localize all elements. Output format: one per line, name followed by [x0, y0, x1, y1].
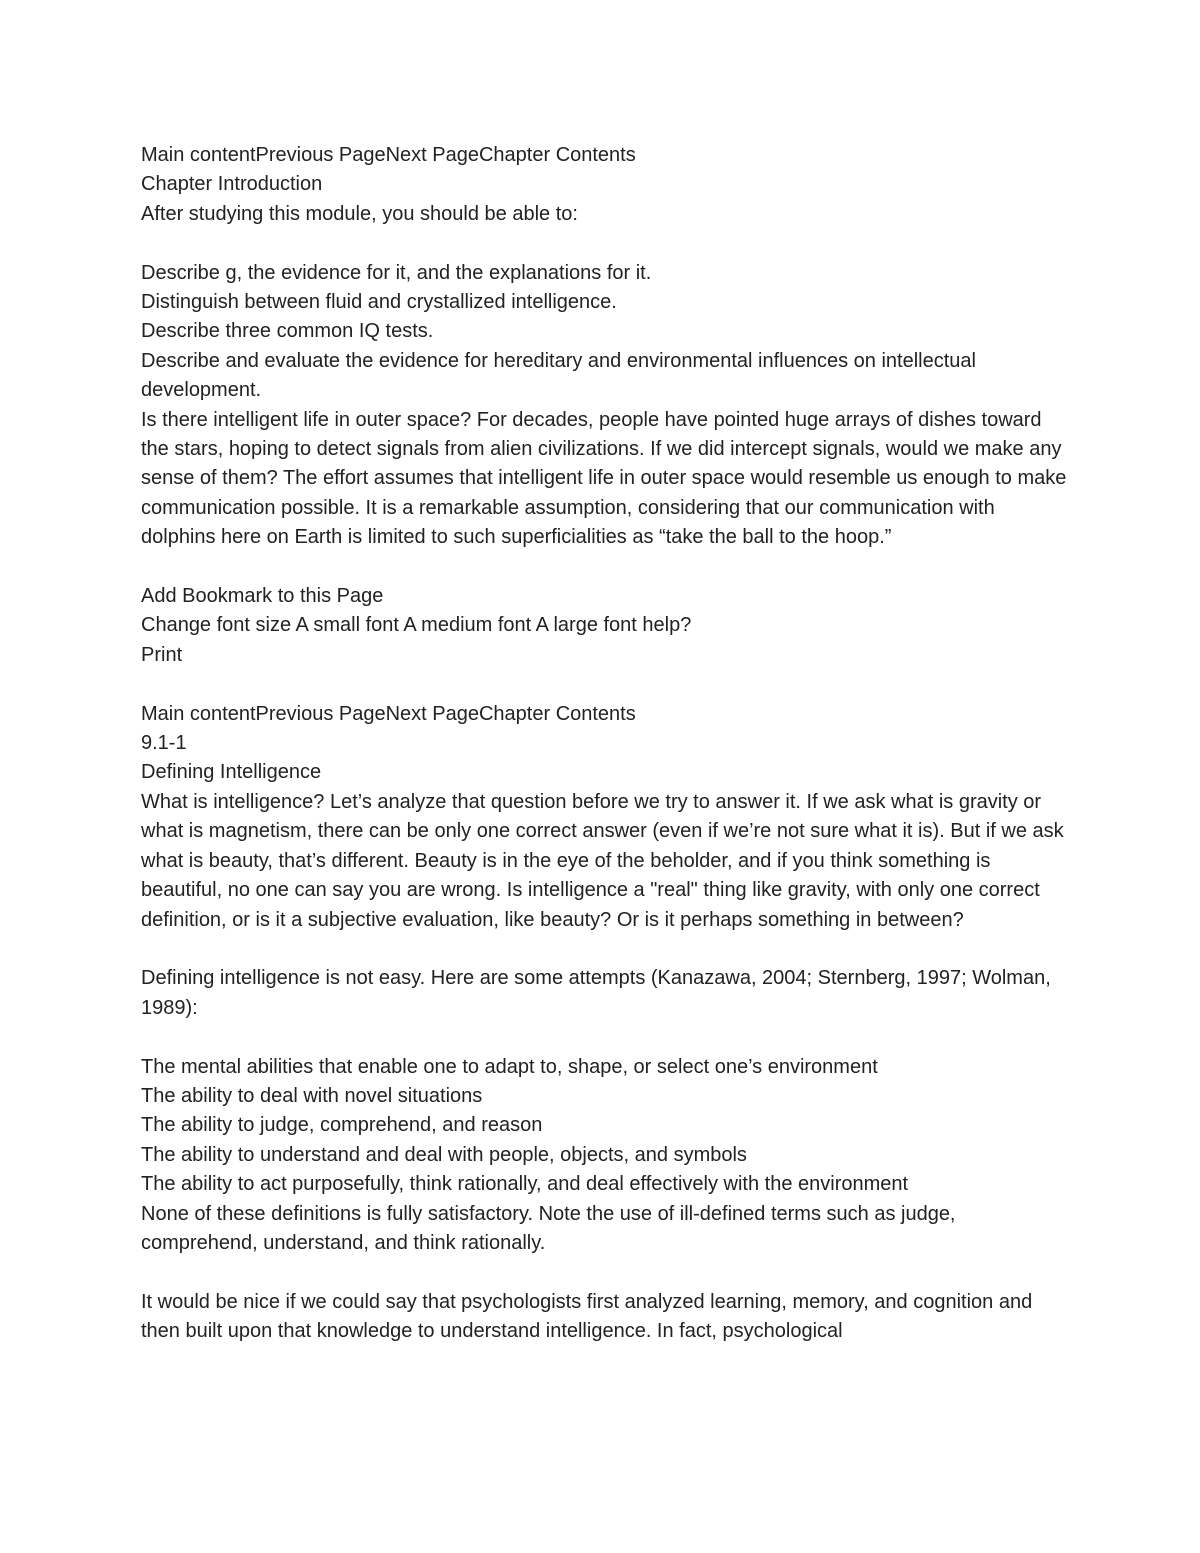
- spacer: [141, 1258, 1071, 1287]
- objective-item: Describe three common IQ tests.: [141, 320, 434, 343]
- definition-item: The ability to understand and deal with people, objects, and symbols: [141, 1143, 747, 1166]
- paragraph-defining-attempts: Defining intelligence is not easy. Here are some attempts (Kanazawa, 2004; Sternberg, 1997; Wolman, 1989):: [141, 967, 1051, 1019]
- section-title: Defining Intelligence: [141, 761, 322, 784]
- objective-item: Distinguish between fluid and crystallized intelligence.: [141, 291, 617, 314]
- paragraph-definitions-note: None of these definitions is fully satisfactory. Note the use of ill-defined terms such as judge, comprehend, understand, and think rationally.: [141, 1202, 956, 1254]
- objectives-intro: After studying this module, you should be able to:: [141, 202, 578, 225]
- add-bookmark-link[interactable]: Add Bookmark to this Page: [141, 585, 384, 608]
- objective-item: Describe and evaluate the evidence for hereditary and environmental influences on intellectual development.: [141, 349, 976, 402]
- document-page: [141, 141, 1071, 1347]
- spacer: [141, 229, 1071, 258]
- chapter-introduction-heading: Chapter Introduction: [141, 173, 323, 196]
- intro-paragraph: Is there intelligent life in outer space? For decades, people have pointed huge arrays of dishes toward the stars, hoping to detect signals from alien civilizations. If we did intercept signals, would we make any sense of them? The effort assumes that intelligent life in outer space would resemble us enough to make communication possible. It is a remarkable assumption, considering that our communication with dolphins here on Earth is limited to such superficialities as “take the ball to the hoop.”: [141, 408, 1067, 549]
- spacer: [141, 1023, 1071, 1052]
- spacer: [141, 670, 1071, 699]
- definition-item: The ability to judge, comprehend, and reason: [141, 1114, 543, 1137]
- paragraph-psychologists: It would be nice if we could say that psychologists first analyzed learning, memory, and cognition and then built upon that knowledge to understand intelligence. In fact, psychological: [141, 1290, 1033, 1343]
- objective-item: Describe g, the evidence for it, and the explanations for it.: [141, 261, 652, 284]
- spacer: [141, 935, 1071, 964]
- font-size-controls[interactable]: Change font size A small font A medium font A large font help?: [141, 614, 692, 637]
- print-link[interactable]: Print: [141, 643, 183, 666]
- definition-item: The mental abilities that enable one to adapt to, shape, or select one’s environment: [141, 1055, 878, 1078]
- definition-item: The ability to deal with novel situations: [141, 1084, 483, 1107]
- paragraph-what-is-intelligence: What is intelligence? Let’s analyze that question before we try to answer it. If we ask what is gravity or what is magnetism, there can be only one correct answer (even if we’re not sure what it is). But if we ask what is beauty, that’s different. Beauty is in the eye of the beholder, and if you think something is beautiful, no one can say you are wrong. Is intelligence a "real" thing like gravity, with only one correct definition, or is it a subjective evaluation, like beauty? Or is it perhaps something in between?: [141, 790, 1064, 931]
- definition-item: The ability to act purposefully, think rationally, and deal effectively with the environment: [141, 1173, 909, 1196]
- nav-links-top[interactable]: Main contentPrevious PageNext PageChapter Contents: [141, 144, 636, 166]
- section-number: 9.1-1: [141, 732, 187, 755]
- nav-links-second[interactable]: Main contentPrevious PageNext PageChapter Contents: [141, 702, 636, 725]
- spacer: [141, 553, 1071, 582]
